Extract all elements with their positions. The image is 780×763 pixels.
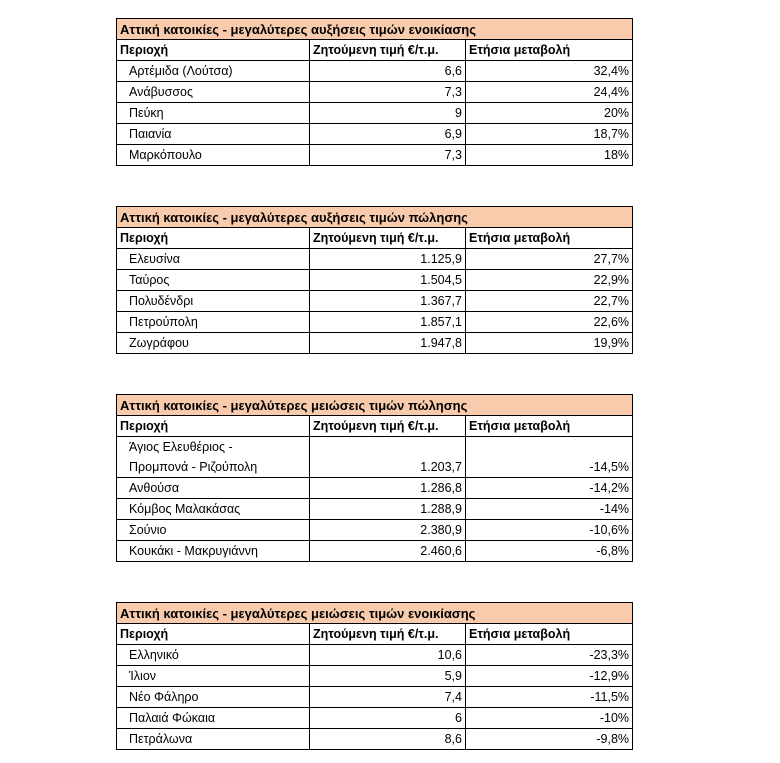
price-cell: 1.504,5 [310, 270, 466, 291]
table-title: Αττική κατοικίες - μεγαλύτερες αυξήσεις τιμών πώλησης [117, 207, 633, 228]
region-cell: Πολυδένδρι [117, 291, 310, 312]
price-cell: 6,6 [310, 61, 466, 82]
column-header-price: Ζητούμενη τιμή €/τ.μ. [310, 228, 466, 249]
region-cell: Ίλιον [117, 666, 310, 687]
column-header-price: Ζητούμενη τιμή €/τ.μ. [310, 40, 466, 61]
change-cell: -9,8% [466, 729, 633, 750]
change-cell: -10% [466, 708, 633, 729]
rent-increases-table [116, 18, 633, 166]
region-cell: Πετράλωνα [117, 729, 310, 750]
price-cell: 5,9 [310, 666, 466, 687]
change-cell: -23,3% [466, 645, 633, 666]
change-cell: 32,4% [466, 61, 633, 82]
table-row [117, 687, 633, 708]
table-row [117, 729, 633, 750]
region-cell: Κόμβος Μαλακάσας [117, 499, 310, 520]
table-row [117, 270, 633, 291]
region-cell: Παιανία [117, 124, 310, 145]
price-cell: 10,6 [310, 645, 466, 666]
price-cell: 6,9 [310, 124, 466, 145]
region-cell: Ζωγράφου [117, 333, 310, 354]
price-cell: 7,3 [310, 145, 466, 166]
region-cell: Ελευσίνα [117, 249, 310, 270]
price-cell: 1.367,7 [310, 291, 466, 312]
change-cell: 20% [466, 103, 633, 124]
change-cell: 24,4% [466, 82, 633, 103]
region-cell: Ανάβυσσος [117, 82, 310, 103]
region-cell: Αρτέμιδα (Λούτσα) [117, 61, 310, 82]
price-cell: 2.460,6 [310, 541, 466, 562]
change-cell: -6,8% [466, 541, 633, 562]
table-row [117, 437, 633, 478]
region-cell: Νέο Φάληρο [117, 687, 310, 708]
sale-decreases-table [116, 394, 633, 562]
table-row [117, 541, 633, 562]
region-cell [117, 437, 310, 478]
region-cell: Ταύρος [117, 270, 310, 291]
region-cell: Πεύκη [117, 103, 310, 124]
column-header-region: Περιοχή [117, 624, 310, 645]
price-cell: 2.380,9 [310, 520, 466, 541]
change-cell: -11,5% [466, 687, 633, 708]
table-row [117, 645, 633, 666]
region-line-1: Άγιος Ελευθέριος - [129, 440, 233, 454]
price-cell: 8,6 [310, 729, 466, 750]
region-cell: Σούνιο [117, 520, 310, 541]
price-cell: 9 [310, 103, 466, 124]
price-cell: 7,4 [310, 687, 466, 708]
change-cell: -12,9% [466, 666, 633, 687]
change-cell: 18% [466, 145, 633, 166]
table-row [117, 124, 633, 145]
table-row [117, 333, 633, 354]
region-cell: Κουκάκι - Μακρυγιάννη [117, 541, 310, 562]
price-cell: 1.288,9 [310, 499, 466, 520]
column-header-price: Ζητούμενη τιμή €/τ.μ. [310, 416, 466, 437]
table-title: Αττική κατοικίες - μεγαλύτερες μειώσεις τιμών πώλησης [117, 395, 633, 416]
table-row [117, 145, 633, 166]
region-cell: Παλαιά Φώκαια [117, 708, 310, 729]
change-cell: 18,7% [466, 124, 633, 145]
change-cell: 22,9% [466, 270, 633, 291]
price-cell: 1.857,1 [310, 312, 466, 333]
price-cell: 1.286,8 [310, 478, 466, 499]
change-cell: 22,6% [466, 312, 633, 333]
change-cell: 27,7% [466, 249, 633, 270]
change-cell: -14,5% [466, 437, 633, 478]
column-header-change: Ετήσια μεταβολή [466, 40, 633, 61]
price-cell: 1.203,7 [310, 437, 466, 478]
table-row [117, 666, 633, 687]
change-cell: -10,6% [466, 520, 633, 541]
price-cell: 1.125,9 [310, 249, 466, 270]
sale-increases-table [116, 206, 633, 354]
table-title: Αττική κατοικίες - μεγαλύτερες αυξήσεις τιμών ενοικίασης [117, 19, 633, 40]
table-row [117, 499, 633, 520]
price-cell: 6 [310, 708, 466, 729]
table-row [117, 708, 633, 729]
table-row [117, 61, 633, 82]
column-header-change: Ετήσια μεταβολή [466, 228, 633, 249]
change-cell: -14% [466, 499, 633, 520]
region-cell: Ανθούσα [117, 478, 310, 499]
change-cell: -14,2% [466, 478, 633, 499]
region-cell: Ελληνικό [117, 645, 310, 666]
column-header-region: Περιοχή [117, 416, 310, 437]
price-cell: 7,3 [310, 82, 466, 103]
column-header-region: Περιοχή [117, 40, 310, 61]
table-row [117, 520, 633, 541]
column-header-change: Ετήσια μεταβολή [466, 416, 633, 437]
table-row [117, 103, 633, 124]
region-cell: Πετρούπολη [117, 312, 310, 333]
column-header-price: Ζητούμενη τιμή €/τ.μ. [310, 624, 466, 645]
price-cell: 1.947,8 [310, 333, 466, 354]
column-header-region: Περιοχή [117, 228, 310, 249]
rent-decreases-table [116, 602, 633, 750]
table-title: Αττική κατοικίες - μεγαλύτερες μειώσεις τιμών ενοικίασης [117, 603, 633, 624]
table-row [117, 478, 633, 499]
table-row [117, 291, 633, 312]
column-header-change: Ετήσια μεταβολή [466, 624, 633, 645]
table-row [117, 249, 633, 270]
region-cell: Μαρκόπουλο [117, 145, 310, 166]
change-cell: 22,7% [466, 291, 633, 312]
region-line-2: Προμπονά - Ριζούπολη [129, 460, 258, 474]
change-cell: 19,9% [466, 333, 633, 354]
table-row [117, 82, 633, 103]
table-row [117, 312, 633, 333]
